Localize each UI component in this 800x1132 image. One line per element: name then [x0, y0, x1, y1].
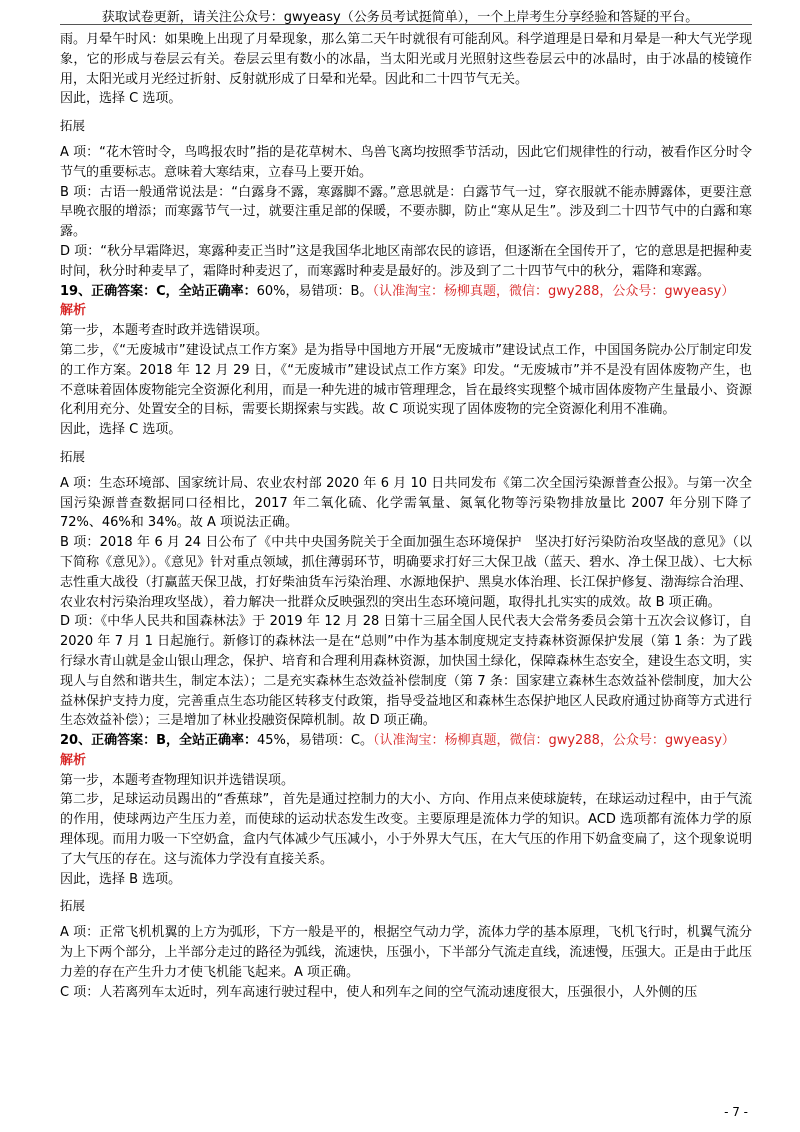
option-d-note: D 项：《中华人民共和国森林法》于 2019 年 12 月 28 日第十三届全国人民代表大会常务委员会第十五次会议修订，自 2020 年 7 月 1 日起施行。新修订的森林法一是在“总则”中作为基本制度规定支持森林资源保护发展（第 1 条：为了践行绿水青山就是金山银山理念，保护、培育和合理利用森林资源，加快国土绿化，保障森林生态安全，建设生态文明，实现人与自然和谐共生，制定本法）；二是充实森林生态效益补偿制度（第 7 条：国家建立森林生态效益补偿制度，加大公益林保护支持力度，完善重点生态功能区转移支付政策，指导受益地区和森林生态保护地区人民政府通过协商等方式进行生态效益补偿）；三是增加了林业投融资保障机制。故 D 项正确。	[60, 614, 752, 729]
option-a-note: A 项：正常飞机机翼的上方为弧形，下方一般是平的，根据空气动力学，流体力学的基本原理，飞机飞行时，机翼气流分为上下两个部分，上半部分走过的路径为弧线，流速快，压强小，下半部分气流走直线，流速慢，压强大。正是由于此压力差的存在产生升力才使飞机能飞起来。A 项正确。	[60, 925, 752, 980]
conclusion: 因此，选择 C 选项。	[60, 91, 182, 107]
document-body	[60, 30, 752, 1002]
conclusion: 因此，选择 C 选项。	[60, 422, 182, 438]
step-2: 第二步，《“无废城市”建设试点工作方案》是为指导中国地方开展“无废城市”建设试点工作，中国国务院办公厅制定印发的工作方案。2018 年 12 月 29 日，《“无废城市”建设试点工作方案》印发。“无废城市”并不是没有固体废物产生，也不意味着固体废物能完全资源化利用，而是一种先进的城市管理理念，旨在最终实现整个城市固体废物产生量最小、资源化利用充分、处置安全的目标，需要长期探索与实践。故 C 项说实现了固体废物的完全资源化利用不准确。	[60, 342, 752, 418]
step-1: 第一步，本题考查物理知识并选错误项。	[60, 772, 295, 788]
option-b-note: B 项：2018 年 6 月 24 日公布了《中共中央国务院关于全面加强生态环境保护 坚决打好污染防治攻坚战的意见》（以下简称《意见》）。《意见》针对重点领域，抓住薄弱环节，明确要求打好三大保卫战（蓝天、碧水、净土保卫战）、七大标志性重大战役（打赢蓝天保卫战，打好柴油货车污染治理、水源地保护、黑臭水体治理、长江保护修复、渤海综合治理、农业农村污染治理攻坚战），着力解决一批群众反映强烈的突出生态环境问题，取得扎扎实实的成效。故 B 项正确。	[60, 535, 752, 610]
extension-heading: 拓展	[60, 448, 86, 464]
option-a-note: A 项：“花木管时令，鸟鸣报农时”指的是花草树木、鸟兽飞离均按照季节活动，因此它们规律性的行动，被看作区分时令节气的重要标志。意味着大寒结束，立春马上要开始。	[60, 144, 752, 180]
conclusion: 因此，选择 B 选项。	[60, 871, 182, 887]
option-a-note: A 项：生态环境部、国家统计局、农业农村部 2020 年 6 月 10 日共同发布《第二次全国污染源普查公报》。与第一次全国污染源普查数据同口径相比，2017 年二氧化硫、化学需氧量、氮氧化物等污染物排放量比 2007 年分别下降了 72%、46%和 34%。故 A 项说法正确。	[60, 475, 752, 531]
header-rule	[60, 24, 752, 25]
step-2: 第二步，足球运动员踢出的“香蕉球”，首先是通过控制力的大小、方向、作用点来使球旋转，在球运动过程中，由于气流的作用，使球两边产生压力差，而使球的运动状态发生改变。主要原理是流体力学的知识。ACD 选项都有流体力学的原理体现。而用力吸一下空奶盒，盒内气体减少气压减小，小于外界大气压，在大气压的作用下奶盒变扁了，这个现象说明了大气压的存在。这与流体力学没有直接关系。	[60, 792, 752, 867]
analysis-heading: 解析	[60, 752, 87, 768]
ad-text: （认准淘宝：杨柳真题，微信：gwy288，公众号：gwyeasy）	[372, 733, 735, 749]
paragraph: 雨。月晕午时风：如果晚上出现了月晕现象，那么第二天午时就很有可能刮风。科学道理是日晕和月晕是一种大气光学现象，它的形成与卷层云有关。卷层云里有数小的冰晶，当太阳光或月光照射这些卷层云中的冰晶时，由于冰晶的棱镜作用，太阳光或月光经过折射、反射就形成了日晕和光晕。因此和二十四节气无关。	[60, 32, 752, 87]
option-d-note: D 项：“秋分早霜降迟，寒露种麦正当时”这是我国华北地区南部农民的谚语，但逐渐在全国传开了，它的意思是把握种麦时间，秋分时种麦早了，霜降时种麦迟了，而寒露时种麦是最好的。涉及到了二十四节气中的秋分，霜降和寒露。	[60, 243, 752, 279]
page-number: - 7 -	[724, 1105, 748, 1119]
answer-line-19: 19、正确答案：C，全站正确率：60%，易错项：B。（认准淘宝：杨柳真题，微信：gwy288，公众号：gwyeasy）	[60, 283, 735, 299]
extension-heading: 拓展	[60, 118, 86, 134]
ad-text: （认准淘宝：杨柳真题，微信：gwy288，公众号：gwyeasy）	[372, 283, 735, 299]
option-c-note: C 项：人若离列车太近时，列车高速行驶过程中，使人和列车之间的空气流动速度很大，压强很小，人外侧的压	[60, 984, 698, 1000]
analysis-heading: 解析	[60, 303, 87, 319]
step-1: 第一步，本题考查时政并选错误项。	[60, 323, 269, 339]
option-b-note: B 项：古语一般通常说法是：“白露身不露，寒露脚不露。”意思就是：白露节气一过，穿衣服就不能赤膊露体，更要注意早晚衣服的增添；而寒露节气一过，就要注重足部的保暖，不要赤脚，防止“寒从足生”。涉及到二十四节气中的白露和寒露。	[60, 184, 752, 240]
page-header: 获取试卷更新，请关注公众号：gwyeasy（公务员考试挺简单），一个上岸考生分享经验和答疑的平台。	[101, 10, 699, 25]
extension-heading: 拓展	[60, 898, 86, 914]
answer-line-20: 20、正确答案：B，全站正确率：45%，易错项：C。（认准淘宝：杨柳真题，微信：gwy288，公众号：gwyeasy）	[60, 733, 735, 749]
